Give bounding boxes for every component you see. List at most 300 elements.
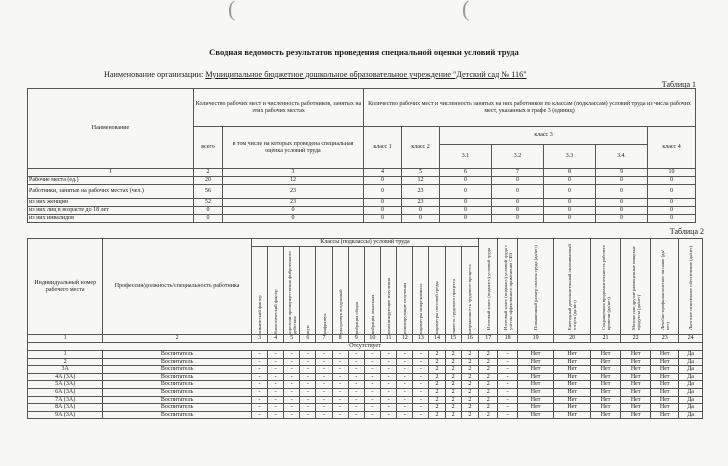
workplace-cell: - <box>498 381 517 389</box>
workplace-cell: - <box>381 381 397 389</box>
summary-cell: 56 <box>194 185 223 199</box>
summary-cell: 12 <box>223 177 364 185</box>
workplace-row <box>28 381 703 389</box>
factor-header-text: биологический фактор <box>273 289 279 334</box>
col-number: 13 <box>413 335 429 343</box>
factor-header-text: Итоговый класс (подкласс) условий труда с учетом эффективного применения СИЗ <box>502 244 513 330</box>
workplace-cell: - <box>498 366 517 374</box>
factor-header <box>316 247 332 335</box>
summary-cell: 0 <box>440 199 492 207</box>
workplace-cell: - <box>413 404 429 412</box>
workplace-number: 9А (3А) <box>28 411 103 419</box>
summary-cell: 0 <box>402 207 440 215</box>
col-number: 6 <box>440 169 492 177</box>
workplace-cell: - <box>413 396 429 404</box>
workplace-cell: 2 <box>429 396 445 404</box>
workplace-cell: Нет <box>621 381 651 389</box>
workplace-profession: Воспитатель <box>103 411 252 419</box>
summary-cell: 0 <box>544 207 596 215</box>
workplace-row <box>28 388 703 396</box>
workplace-cell: 2 <box>429 373 445 381</box>
workplace-cell: Нет <box>651 373 679 381</box>
col-number: 5 <box>284 335 300 343</box>
workplace-cell: Нет <box>621 358 651 366</box>
workplace-cell: - <box>251 381 267 389</box>
workplace-cell: - <box>300 396 316 404</box>
workplace-cell: - <box>300 381 316 389</box>
t1-header-class1: класс 1 <box>364 127 402 169</box>
t1-header-class2: класс 2 <box>402 127 440 169</box>
workplace-cell: 2 <box>429 351 445 359</box>
t2-header-num: Индивидуальный номер рабочего места <box>28 239 103 335</box>
workplace-cell: 2 <box>429 358 445 366</box>
workplace-cell: - <box>413 388 429 396</box>
col-number: 6 <box>300 335 316 343</box>
workplace-cell: - <box>316 358 332 366</box>
workplace-cell: Да <box>679 404 703 412</box>
workplace-cell: - <box>300 358 316 366</box>
workplace-cell: Нет <box>554 366 591 374</box>
summary-cell: 0 <box>440 207 492 215</box>
summary-cell: 0 <box>223 207 364 215</box>
col-number: 10 <box>648 169 696 177</box>
workplace-cell: - <box>284 404 300 412</box>
workplace-cell: Нет <box>590 381 620 389</box>
col-number: 7 <box>316 335 332 343</box>
t1-header-sub: 3.1 <box>440 145 492 169</box>
summary-row <box>28 185 696 199</box>
workplace-cell: - <box>316 396 332 404</box>
factor-header-text: Лечебно-профилактическое питание (да/нет) <box>659 249 670 330</box>
workplace-cell: - <box>251 411 267 419</box>
factor-header-text: Молоко или другие равноценные пищевые продукты (да/нет) <box>630 245 641 330</box>
workplace-cell: Нет <box>590 388 620 396</box>
workplace-cell: - <box>348 388 364 396</box>
workplace-cell: Нет <box>517 381 554 389</box>
factor-header-text: вибрация локальная <box>369 294 375 334</box>
workplace-cell: - <box>268 411 284 419</box>
workplace-cell: - <box>268 351 284 359</box>
summary-cell: 0 <box>194 207 223 215</box>
summary-cell: 52 <box>194 199 223 207</box>
workplace-cell: - <box>348 411 364 419</box>
workplace-cell: Да <box>679 396 703 404</box>
workplace-profession: Воспитатель <box>103 404 252 412</box>
table2-caption: Таблица 2 <box>669 227 704 236</box>
t1-header-group1: Количество рабочих мест и численность работников, занятых на этих рабочих местах <box>194 89 364 127</box>
summary-cell: 12 <box>402 177 440 185</box>
workplace-cell: 2 <box>461 411 478 419</box>
workplace-number: 1 <box>28 351 103 359</box>
col-number: 22 <box>621 335 651 343</box>
workplace-cell: Нет <box>621 396 651 404</box>
workplace-cell: - <box>251 373 267 381</box>
summary-cell: 0 <box>364 207 402 215</box>
workplace-number: 3А <box>28 366 103 374</box>
workplace-cell: - <box>251 351 267 359</box>
workplace-cell: - <box>284 388 300 396</box>
workplace-cell: Нет <box>554 396 591 404</box>
factor-header <box>498 239 517 335</box>
workplace-cell: Нет <box>621 351 651 359</box>
t2-colnum-row <box>28 335 703 343</box>
workplace-cell: - <box>300 351 316 359</box>
workplace-number: 5А (3А) <box>28 381 103 389</box>
workplace-cell: - <box>284 396 300 404</box>
workplace-cell: - <box>413 366 429 374</box>
workplace-cell: 2 <box>479 358 498 366</box>
workplace-cell: Нет <box>651 388 679 396</box>
workplace-cell: 2 <box>429 381 445 389</box>
workplace-number: 6А (3А) <box>28 388 103 396</box>
document-title: Сводная ведомость результатов проведения специальной оценки условий труда <box>209 47 519 57</box>
workplace-number: 4А (3А) <box>28 373 103 381</box>
workplace-cell: - <box>348 351 364 359</box>
t1-header-name: Наименование <box>28 89 194 169</box>
t2-header-classes: Классы (подклассы) условий труда <box>251 239 478 247</box>
workplace-cell: Нет <box>554 351 591 359</box>
summary-cell: 0 <box>364 177 402 185</box>
workplace-number: 8А (3А) <box>28 404 103 412</box>
t1-header-sub: 3.3 <box>544 145 596 169</box>
workplace-cell: 2 <box>461 358 478 366</box>
summary-cell: 0 <box>194 215 223 223</box>
workplace-cell: - <box>413 381 429 389</box>
workplace-cell: Да <box>679 388 703 396</box>
factor-header <box>413 247 429 335</box>
workplace-row <box>28 351 703 359</box>
col-number: 21 <box>590 335 620 343</box>
workplace-cell: - <box>381 373 397 381</box>
factor-header-text: инфразвук <box>321 312 327 334</box>
workplace-cell: - <box>268 388 284 396</box>
workplace-cell: 2 <box>479 366 498 374</box>
workplace-cell: - <box>284 366 300 374</box>
summary-cell: 0 <box>596 177 648 185</box>
factor-header <box>284 247 300 335</box>
workplace-cell: - <box>332 366 348 374</box>
summary-cell: 0 <box>596 185 648 199</box>
workplace-cell: Нет <box>621 404 651 412</box>
organization-label: Наименование организации: <box>104 70 204 79</box>
punch-mark-right: ( <box>462 0 470 21</box>
summary-row-label: из них лиц в возрасте до 18 лет <box>28 207 194 215</box>
organization-name: Муниципальное бюджетное дошкольное образовательное учреждение "Детский сад № 116" <box>205 70 527 79</box>
workplace-cell: - <box>397 358 413 366</box>
summary-cell: 0 <box>492 199 544 207</box>
factor-header-text: параметры световой среды <box>434 280 440 334</box>
workplace-cell: Нет <box>621 366 651 374</box>
punch-mark-left: ( <box>228 0 236 21</box>
workplace-cell: - <box>364 404 380 412</box>
workplace-cell: - <box>381 388 397 396</box>
summary-cell: 0 <box>648 215 696 223</box>
col-number: 1 <box>28 169 194 177</box>
t1-header-sub: 3.2 <box>492 145 544 169</box>
workplace-profession: Воспитатель <box>103 396 252 404</box>
factor-header-text: шум <box>305 324 311 334</box>
workplace-cell: Нет <box>517 388 554 396</box>
summary-cell: 0 <box>596 199 648 207</box>
table1-caption: Таблица 1 <box>661 80 696 89</box>
factor-header <box>479 239 498 335</box>
workplace-cell: - <box>397 404 413 412</box>
workplace-cell: 2 <box>429 411 445 419</box>
workplace-cell: Нет <box>651 366 679 374</box>
organization-line <box>104 70 527 79</box>
factor-header <box>461 247 478 335</box>
factor-header <box>621 239 651 335</box>
workplace-cell: Нет <box>554 388 591 396</box>
summary-cell: 0 <box>596 215 648 223</box>
t1-header-sub: 3.4. <box>596 145 648 169</box>
workplace-row <box>28 358 703 366</box>
workplace-cell: Нет <box>651 396 679 404</box>
workplace-cell: - <box>268 358 284 366</box>
summary-cell: 0 <box>440 185 492 199</box>
workplace-cell: - <box>332 373 348 381</box>
workplace-cell: Нет <box>590 358 620 366</box>
summary-cell: 0 <box>648 207 696 215</box>
workplace-cell: Да <box>679 381 703 389</box>
workplace-row <box>28 366 703 374</box>
workplace-cell: - <box>284 358 300 366</box>
workplace-cell: - <box>381 396 397 404</box>
workplace-cell: - <box>364 351 380 359</box>
summary-cell: 20 <box>194 177 223 185</box>
t1-header-including: в том числе на которых проведена специальная оценка условий труда <box>223 127 364 169</box>
workplace-cell: Нет <box>517 396 554 404</box>
workplace-cell: - <box>300 366 316 374</box>
col-number: 18 <box>498 335 517 343</box>
workplace-cell: - <box>251 366 267 374</box>
summary-row-label: Рабочие места (ед.) <box>28 177 194 185</box>
workplace-cell: 2 <box>445 358 461 366</box>
factor-header <box>651 239 679 335</box>
t1-header-class3: класс 3 <box>440 127 648 145</box>
factor-header-text: химический фактор <box>256 294 262 334</box>
factor-header-text: вибрация общая <box>353 301 359 334</box>
workplace-cell: - <box>332 351 348 359</box>
factor-header-text: тяжесть трудового процесса <box>450 278 456 334</box>
factor-header <box>397 247 413 335</box>
workplace-cell: Нет <box>517 404 554 412</box>
summary-cell: 0 <box>492 207 544 215</box>
workplace-cell: 2 <box>445 351 461 359</box>
workplace-cell: - <box>300 404 316 412</box>
workplace-cell: - <box>316 351 332 359</box>
workplace-cell: 2 <box>461 388 478 396</box>
workplace-cell: 2 <box>445 366 461 374</box>
col-number: 20 <box>554 335 591 343</box>
workplace-row <box>28 373 703 381</box>
col-number: 5 <box>402 169 440 177</box>
summary-row-label: из них женщин <box>28 199 194 207</box>
factor-header <box>445 247 461 335</box>
workplace-cell: 2 <box>479 388 498 396</box>
workplace-cell: - <box>397 373 413 381</box>
workplace-cell: 2 <box>479 373 498 381</box>
summary-cell: 0 <box>402 215 440 223</box>
summary-cell: 0 <box>544 199 596 207</box>
summary-cell: 0 <box>223 215 364 223</box>
summary-cell: 0 <box>364 199 402 207</box>
workplace-cell: 2 <box>461 366 478 374</box>
summary-cell: 0 <box>648 185 696 199</box>
workplace-cell: - <box>364 373 380 381</box>
workplace-number: 2 <box>28 358 103 366</box>
summary-table <box>27 88 696 223</box>
workplace-cell: - <box>251 404 267 412</box>
workplace-cell: 2 <box>461 381 478 389</box>
factor-header-text: аэрозоли преимущественно фиброгенного действия <box>286 250 297 334</box>
workplace-cell: - <box>332 388 348 396</box>
summary-row <box>28 207 696 215</box>
summary-cell: 0 <box>440 177 492 185</box>
factor-header <box>429 247 445 335</box>
workplace-cell: - <box>284 381 300 389</box>
workplace-cell: - <box>316 388 332 396</box>
workplace-cell: 2 <box>445 404 461 412</box>
factor-header <box>268 247 284 335</box>
summary-cell: 23 <box>223 199 364 207</box>
workplace-cell: - <box>332 396 348 404</box>
workplace-profession: Воспитатель <box>103 351 252 359</box>
workplace-cell: - <box>284 351 300 359</box>
workplace-cell: - <box>348 381 364 389</box>
workplace-cell: Да <box>679 373 703 381</box>
workplace-cell: Да <box>679 358 703 366</box>
workplace-cell: Нет <box>554 358 591 366</box>
col-number: 10 <box>364 335 380 343</box>
workplace-cell: - <box>397 351 413 359</box>
workplace-cell: - <box>364 366 380 374</box>
workplace-cell: - <box>300 388 316 396</box>
workplace-profession: Воспитатель <box>103 358 252 366</box>
factor-header <box>332 247 348 335</box>
workplace-cell: - <box>364 358 380 366</box>
workplace-row <box>28 411 703 419</box>
workplace-profession: Воспитатель <box>103 373 252 381</box>
col-number: 19 <box>517 335 554 343</box>
col-number: 14 <box>429 335 445 343</box>
factor-header-text: неионизирующие излучения <box>386 277 392 334</box>
workplace-cell: Нет <box>590 396 620 404</box>
workplace-cell: - <box>268 366 284 374</box>
workplace-cell: - <box>348 396 364 404</box>
summary-cell: 0 <box>648 199 696 207</box>
workplace-profession: Воспитатель <box>103 381 252 389</box>
factor-header-text: Сокращенная продолжительность рабочего времени (да/нет) <box>600 244 611 330</box>
workplace-cell: - <box>364 396 380 404</box>
factor-header <box>517 239 554 335</box>
workplace-cell: Нет <box>554 373 591 381</box>
summary-cell: 23 <box>402 185 440 199</box>
workplace-cell: Нет <box>651 411 679 419</box>
factor-header <box>679 239 703 335</box>
summary-cell: 0 <box>596 207 648 215</box>
summary-cell: 0 <box>440 215 492 223</box>
workplace-cell: Нет <box>517 366 554 374</box>
col-number: 8 <box>544 169 596 177</box>
workplace-cell: Нет <box>517 358 554 366</box>
col-number: 16 <box>461 335 478 343</box>
summary-cell: 0 <box>544 177 596 185</box>
factor-header <box>381 247 397 335</box>
summary-cell: 0 <box>648 177 696 185</box>
workplace-profession: Воспитатель <box>103 366 252 374</box>
workplace-cell: - <box>397 396 413 404</box>
workplace-cell: - <box>284 373 300 381</box>
workplace-cell: 2 <box>445 373 461 381</box>
workplace-cell: - <box>381 411 397 419</box>
col-number: 7 <box>492 169 544 177</box>
workplace-cell: - <box>498 411 517 419</box>
workplace-cell: Да <box>679 411 703 419</box>
workplace-cell: - <box>268 373 284 381</box>
workplace-cell: Нет <box>517 411 554 419</box>
workplace-cell: 2 <box>445 381 461 389</box>
workplace-cell: 2 <box>479 404 498 412</box>
workplace-cell: - <box>348 366 364 374</box>
factor-header-text: ионизирующие излучения <box>402 282 408 334</box>
workplace-cell: - <box>397 366 413 374</box>
factor-header <box>251 247 267 335</box>
workplace-cell: 2 <box>479 411 498 419</box>
t2-header-prof: Профессия/должность/специальность работника <box>103 239 252 335</box>
summary-row-label: Работники, занятые на рабочих местах (чел.) <box>28 185 194 199</box>
workplace-cell: Да <box>679 366 703 374</box>
workplace-cell: 2 <box>461 396 478 404</box>
workplace-cell: - <box>300 411 316 419</box>
col-number: 3 <box>251 335 267 343</box>
workplace-cell: - <box>498 396 517 404</box>
workplace-cell: - <box>381 351 397 359</box>
col-number: 2 <box>194 169 223 177</box>
workplace-cell: 2 <box>445 388 461 396</box>
summary-cell: 0 <box>544 185 596 199</box>
summary-cell: 0 <box>492 215 544 223</box>
workplace-cell: - <box>498 388 517 396</box>
workplace-cell: Нет <box>554 404 591 412</box>
workplace-cell: - <box>268 396 284 404</box>
workplace-cell: Нет <box>651 404 679 412</box>
factor-header-text: Итоговый класс (подкласс) условий труда <box>485 247 491 330</box>
summary-cell: 0 <box>492 177 544 185</box>
col-number: 4 <box>268 335 284 343</box>
workplace-row <box>28 404 703 412</box>
workplace-cell: - <box>268 404 284 412</box>
col-number: 11 <box>381 335 397 343</box>
t1-header-class4: класс 4 <box>648 127 696 169</box>
workplace-cell: - <box>397 411 413 419</box>
workplace-cell: - <box>332 404 348 412</box>
workplace-cell: - <box>498 351 517 359</box>
t1-header-total: всего <box>194 127 223 169</box>
workplace-cell: - <box>332 358 348 366</box>
workplace-cell: 2 <box>461 351 478 359</box>
workplace-cell: 2 <box>429 366 445 374</box>
workplace-number: 7А (3А) <box>28 396 103 404</box>
workplace-cell: - <box>413 411 429 419</box>
col-number: 9 <box>348 335 364 343</box>
col-number: 9 <box>596 169 648 177</box>
col-number: 23 <box>651 335 679 343</box>
col-number: 17 <box>479 335 498 343</box>
workplace-table <box>27 238 703 419</box>
summary-cell: 0 <box>492 185 544 199</box>
workplace-cell: - <box>498 404 517 412</box>
